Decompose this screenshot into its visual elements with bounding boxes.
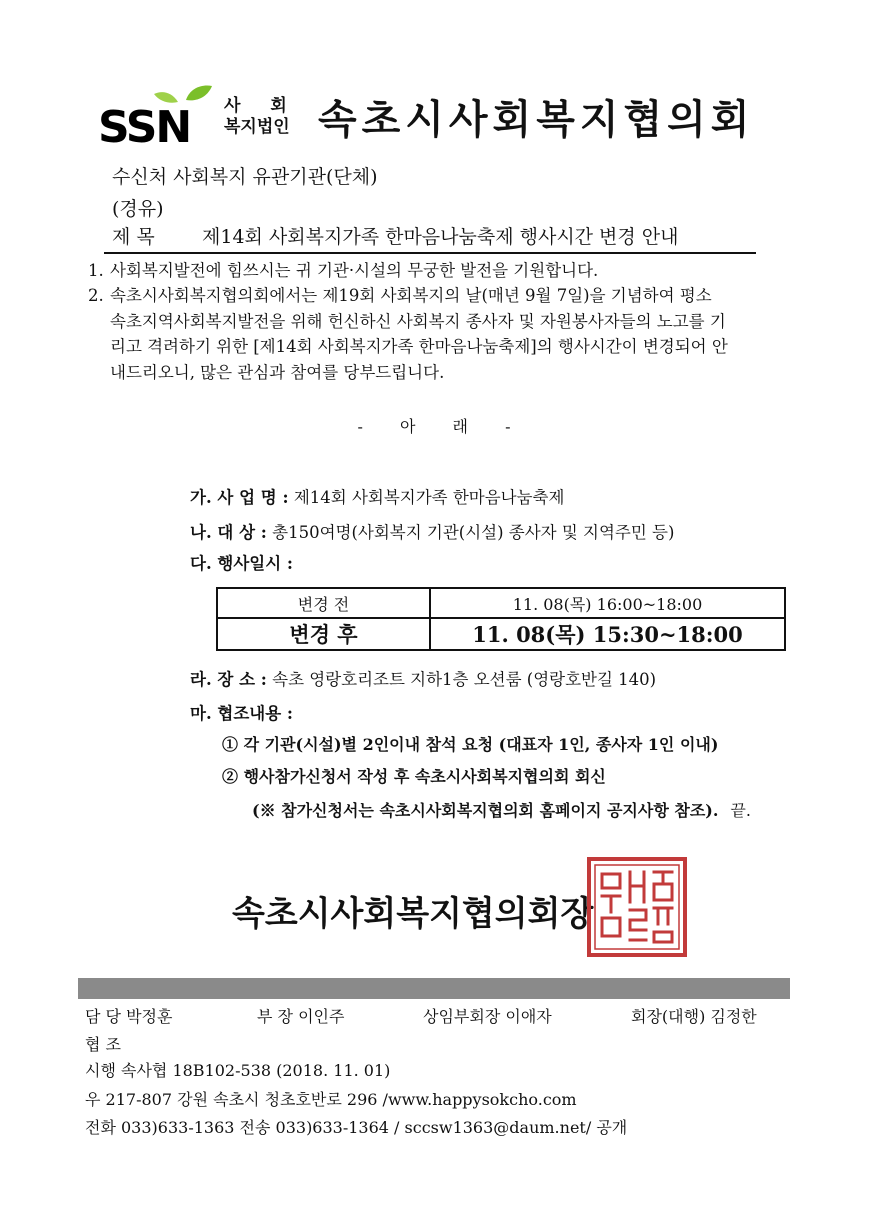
org-type-line1: 사회 xyxy=(224,96,317,116)
after-label: 변경 후 xyxy=(217,618,430,650)
official-seal-icon xyxy=(586,856,688,958)
item-label: 다. 행사일시 : xyxy=(190,554,294,573)
staff-director: 부 장 이인주 xyxy=(257,1007,345,1026)
staff-vice-president: 상임부회장 이애자 xyxy=(423,1007,552,1026)
paragraph-text: 속초시사회복지협의회에서는 제19회 사회복지의 날(매년 9월 7일)을 기념하여 평소 xyxy=(110,286,712,305)
paragraph-text: 속초지역사회복지발전을 위해 헌신하신 사회복지 종사자 및 자원봉사자들의 노고를 기 xyxy=(110,311,726,331)
paragraph-text: 사회복지발전에 힘쓰시는 귀 기관·시설의 무궁한 발전을 기원합니다. xyxy=(110,261,599,280)
footer-bar xyxy=(78,978,790,999)
item-cooperation xyxy=(190,700,293,724)
item-label: 라. 장 소 : xyxy=(190,670,267,689)
recipient: 수신처 사회복지 유관기관(단체) xyxy=(112,166,378,188)
signature-title: 속초시사회복지협의회장 xyxy=(232,894,594,934)
paragraph-2 xyxy=(88,283,728,385)
document-number: 시행 속사협 18B102-538 (2018. 11. 01) xyxy=(85,1061,391,1080)
leaf-icon xyxy=(186,86,212,101)
paragraph-1 xyxy=(88,258,598,284)
subject-label: 제 목 xyxy=(112,226,155,248)
before-value: 11. 08(목) 16:00~18:00 xyxy=(430,588,785,618)
below-heading xyxy=(0,414,870,437)
contact-line: 전화 033)633-1363 전송 033)633-1364 / sccsw1363@daum.net/ 공개 xyxy=(85,1118,628,1137)
item-target xyxy=(190,519,674,543)
item-datetime xyxy=(190,550,293,574)
cooperation-note xyxy=(252,798,751,821)
below-text: - 아 래 - xyxy=(357,417,513,436)
paragraph-number: 2. xyxy=(88,286,104,305)
item-project-name xyxy=(190,484,564,508)
cooperation-item-2: ② 행사참가신청서 작성 후 속초시사회복지협의회 회신 xyxy=(222,767,606,786)
table-row xyxy=(217,618,785,650)
staff-manager: 담 당 박정훈 xyxy=(85,1007,173,1026)
item-value: 속초 영랑호리조트 지하1층 오션룸 (영랑호반길 140) xyxy=(272,670,657,689)
paragraph-text: 내드리오니, 많은 관심과 참여를 당부드립니다. xyxy=(110,362,445,382)
table-row xyxy=(217,588,785,618)
before-label: 변경 전 xyxy=(217,588,430,618)
ssn-logo xyxy=(98,82,216,148)
item-venue xyxy=(190,666,656,690)
logo-text: SSN xyxy=(98,102,191,148)
subject-line xyxy=(104,222,756,254)
paragraph-text: 리고 격려하기 위한 [제14회 사회복지가족 한마음나눔축제]의 행사시간이 변경되어 안 xyxy=(110,337,728,356)
item-label: 가. 사 업 명 : xyxy=(190,488,289,507)
footer-cooperation: 협 조 xyxy=(85,1035,121,1054)
via: (경유) xyxy=(112,198,164,220)
after-value: 11. 08(목) 15:30~18:00 xyxy=(430,618,785,650)
paragraph-number: 1. xyxy=(88,261,104,280)
note-text: (※ 참가신청서는 속초시사회복지협의회 홈페이지 공지사항 참조). xyxy=(252,801,719,820)
org-type xyxy=(224,96,317,138)
subject-text: 제14회 사회복지가족 한마음나눔축제 행사시간 변경 안내 xyxy=(202,226,679,248)
item-value: 총150여명(사회복지 기관(시설) 종사자 및 지역주민 등) xyxy=(272,523,675,542)
staff-president: 회장(대행) 김정한 xyxy=(631,1007,757,1026)
cooperation-item-1: ① 각 기관(시설)별 2인이내 참석 요청 (대표자 1인, 종사자 1인 이내) xyxy=(222,735,719,754)
approval-line xyxy=(85,1004,757,1027)
item-label: 나. 대 상 : xyxy=(190,523,267,542)
address-line: 우 217-807 강원 속초시 청초호반로 296 /www.happysokcho.com xyxy=(85,1090,577,1109)
org-type-line2: 복지법인 xyxy=(224,117,290,137)
org-name: 속초시사회복지협의회 xyxy=(318,97,755,143)
item-value: 제14회 사회복지가족 한마음나눔축제 xyxy=(293,488,565,507)
schedule-table xyxy=(216,587,786,651)
item-label: 마. 협조내용 : xyxy=(190,704,294,723)
end-mark: 끝. xyxy=(730,801,751,820)
